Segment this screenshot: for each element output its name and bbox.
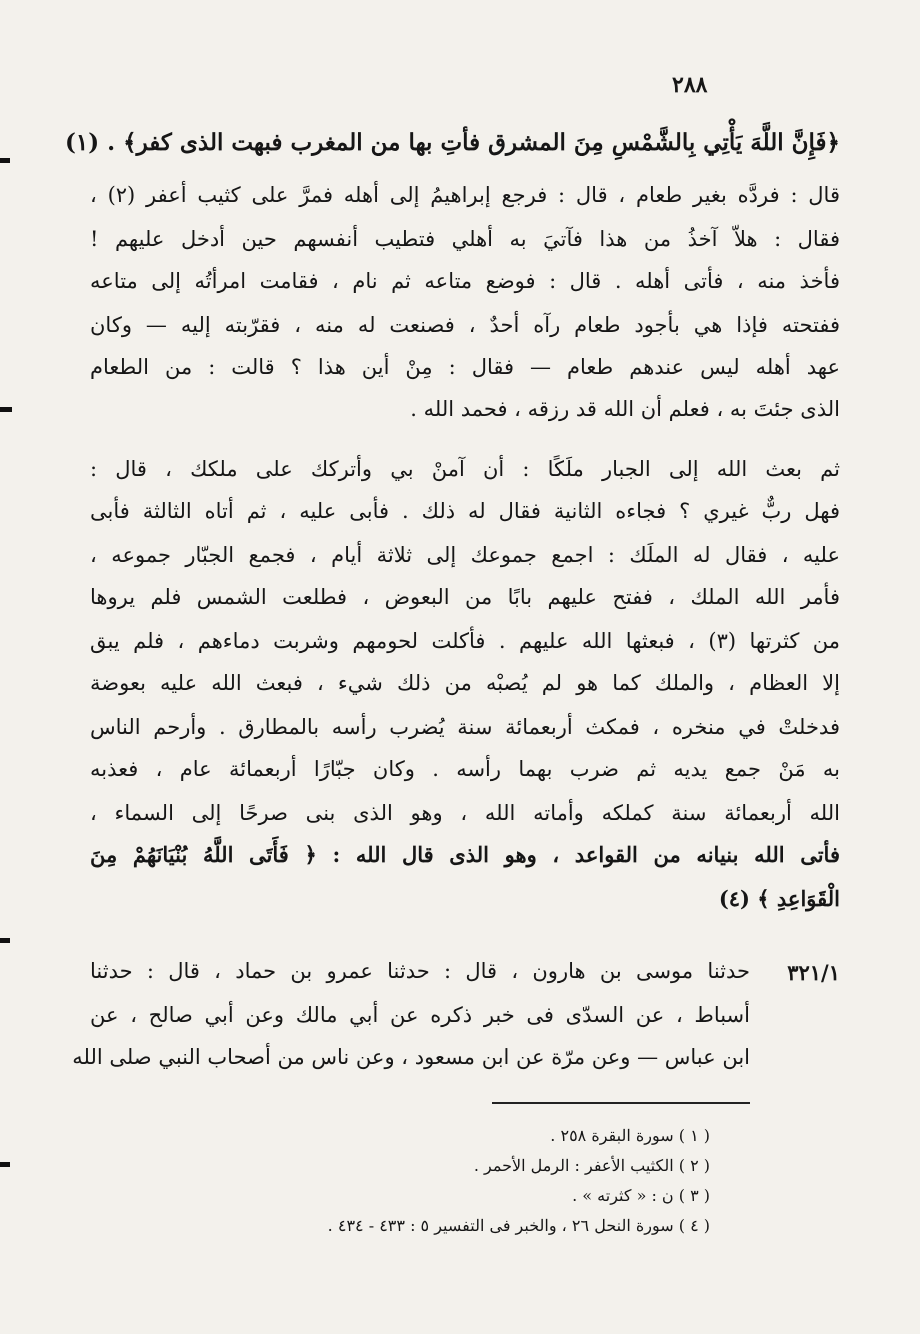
text-line: فهل ربٌّ غيري ؟ فجاءه الثانية فقال له ذلك . فأبى عليه ، ثم أتاه الثالثة فأبى [90, 499, 840, 523]
text-line: فأخذ منه ، فأتى أهله . قال : فوضع متاعه ثم نام ، فقامت امرأتُه إلى متاعه [90, 269, 840, 293]
text-line: به مَنْ جمع يديه ثم ضرب بهما رأسه . وكان جبّارًا أربعمائة عام ، فعذبه [90, 757, 840, 781]
text-line: فدخلتْ في منخره ، فمكث أربعمائة سنة يُضرب رأسه بالمطارق . وأرحم الناس [90, 715, 840, 739]
text-line: ففتحته فإذا هي بأجود طعام رآه أحدٌ ، فصنعت له منه ، فقرّبته إليه — وكان [90, 313, 840, 337]
scan-edge-mark [0, 938, 10, 943]
text-line: الله أربعمائة سنة كملكه وأماته الله ، وهو الذى بنى صرحًا إلى السماء ، [90, 801, 840, 825]
footnote: ( ٣ ) ن : « كثرته » . [572, 1186, 710, 1205]
text-line: إلا العظام ، والملك كما هو لم يُصبْه من ذلك شيء ، فبعث الله عليه بعوضة [90, 671, 840, 695]
text-line: من كثرتها (٣) ، فبعثها الله عليهم . فأكلت لحومهم وشربت دماءهم ، فلم يبق [90, 629, 840, 653]
text-line: حدثنا موسى بن هارون ، قال : حدثنا عمرو بن حماد ، قال : حدثنا [90, 959, 750, 983]
text-line: قال : فردَّه بغير طعام ، قال : فرجع إبراهيمُ إلى أهله فمرَّ على كثيب أعفر (٢) ، [90, 183, 840, 207]
footnote: ( ٤ ) سورة النحل ٢٦ ، والخبر فى التفسير ٥ : ٤٣٣ - ٤٣٤ . [327, 1216, 710, 1235]
scan-edge-mark [0, 407, 12, 412]
text-line: فقال : هلاّ آخذُ من هذا فآتيَ به أهلي فتطيب أنفسهم حين أدخل عليهم ! [90, 227, 840, 251]
text-line: ابن عباس — وعن مرّة عن ابن مسعود ، وعن ناس من أصحاب النبي صلى الله [72, 1045, 750, 1069]
scan-edge-mark [0, 1162, 10, 1167]
text-line: ﴿فَإِنَّ اللَّهَ يَأْتِي بِالشَّمْسِ مِنَ المشرق فأتِ بها من المغرب فبهت الذى كفر﴾ . (١) [64, 129, 840, 156]
text-line: الْقَوَاعِدِ ﴾ (٤) [718, 886, 840, 911]
page-number: ٢٨٨ [672, 72, 708, 98]
text-line: فأمر الله الملك ، ففتح عليهم بابًا من البعوض ، فطلعت الشمس فلم يروها [90, 585, 840, 609]
footnote: ( ٢ ) الكثيب الأعفر : الرمل الأحمر . [473, 1156, 710, 1175]
footnote-divider [492, 1102, 750, 1104]
text-line: عليه ، فقال له الملَك : اجمع جموعك إلى ثلاثة أيام ، فجمع الجبّار جموعه ، [90, 543, 840, 567]
hadith-number: ٣٢١/١ [787, 960, 840, 985]
text-line: عهد أهله ليس عندهم طعام — فقال : مِنْ أين هذا ؟ قالت : من الطعام [90, 355, 840, 379]
scan-edge-mark [0, 158, 10, 163]
text-line: فأتى الله بنيانه من القواعد ، وهو الذى قال الله : ﴿ فَأَتَى اللَّهُ بُنْيَانَهُمْ مِنَ [90, 842, 840, 867]
text-line: الذى جئتَ به ، فعلم أن الله قد رزقه ، فحمد الله . [410, 397, 840, 421]
text-line: ثم بعث الله إلى الجبار ملَكًا : أن آمنْ بي وأتركك على ملكك ، قال : [90, 457, 840, 481]
text-line: أسباط ، عن السدّى فى خبر ذكره عن أبي مالك وعن أبي صالح ، عن [90, 1003, 750, 1027]
footnote: ( ١ ) سورة البقرة ٢٥٨ . [550, 1126, 710, 1145]
